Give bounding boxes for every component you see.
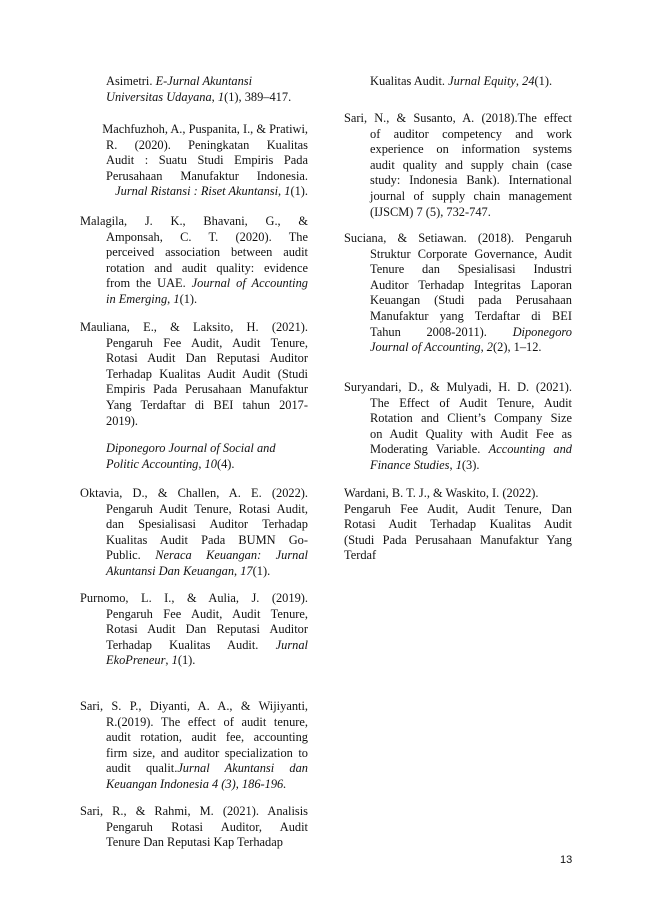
reference-entry: Sari, S. P., Diyanti, A. A., & Wijiyanti, R.(2019). The effect of audit tenure, audit rotation, audit fee, accounting firm size, and auditor specialization to audit qualit.Jurnal Akuntansi dan Keuangan Indonesia 4 (3), 186-196. [80, 699, 308, 791]
reference-entry: Sari, R., & Rahmi, M. (2021). Analisis Pengaruh Rotasi Auditor, Audit Tenure Dan Reputasi Kap Terhadap [80, 804, 308, 850]
reference-entry: Kualitas Audit. Jurnal Equity, 24(1). [370, 74, 553, 88]
reference-entry: Mauliana, E., & Laksito, H. (2021). Pengaruh Fee Audit, Audit Tenure, Rotasi Audit Dan Reputasi Auditor Terhadap Kualitas Audit Audit (Studi Empiris Pada Perusahaan Manufaktur Yang Terdaftar di BEI tahun 2017- 2019). [80, 320, 308, 428]
page-number: 13 [560, 854, 573, 866]
reference-entry: Wardani, B. T. J., & Waskito, I. (2022). Pengaruh Fee Audit, Audit Tenure, Dan Rotasi Audit Terhadap Kualitas Audit (Studi Pada Perusahaan Manufaktur Yang Terdaf [344, 486, 572, 563]
reference-entry: Oktavia, D., & Challen, A. E. (2022). Pengaruh Audit Tenure, Rotasi Audit, dan Spesialisasi Auditor Terhadap Kualitas Audit Pada BUMN Go- Public. Neraca Keuangan: Jurnal Akuntansi Dan Keuangan, 17(1). [80, 486, 308, 578]
reference-entry: Diponegoro Journal of Social and Politic Accounting, 10(4). [106, 441, 276, 471]
reference-entry: Machfuzhoh, A., Puspanita, I., & Pratiwi, R. (2020). Peningkatan Kualitas Audit : Suatu Studi Empiris Pada Perusahaan Manufaktur Indonesia. Jurnal Ristansi : Riset Akuntansi, 1(1). [102, 122, 308, 199]
reference-entry: Sari, N., & Susanto, A. (2018).The effect of auditor competency and work experience on information systems audit quality and supply chain (case study: Indonesia Bank). International journal of supply chain management (IJSCM) 7 (5), 732-747. [344, 111, 572, 219]
reference-entry: Suryandari, D., & Mulyadi, H. D. (2021). The Effect of Audit Tenure, Audit Rotation and Client’s Company Size on Audit Quality with Audit Fee as Moderating Variable. Accounting and Finance Studies, 1(3). [344, 380, 572, 472]
reference-entry: Purnomo, L. I., & Aulia, J. (2019). Pengaruh Fee Audit, Audit Tenure, Rotasi Audit Dan Reputasi Auditor Terhadap Kualitas Audit. Jurnal EkoPreneur, 1(1). [80, 591, 308, 668]
reference-entry: Suciana, & Setiawan. (2018). Pengaruh Struktur Corporate Governance, Audit Tenure dan Spesialisasi Industri Auditor Terhadap Integritas Laporan Keuangan (Studi pada Perusahaan Manufaktur yang Terdaftar di BEI Tahun 2008-2011). Diponegoro Journal of Accounting, 2(2), 1–12. [344, 231, 572, 355]
reference-entry: Malagila, J. K., Bhavani, G., & Amponsah, C. T. (2020). The perceived association between audit rotation and audit quality: evidence from the UAE. Journal of Accounting in Emerging, 1(1). [80, 214, 308, 306]
reference-entry: Asimetri. E-Jurnal Akuntansi Universitas Udayana, 1(1), 389–417. [106, 74, 292, 104]
